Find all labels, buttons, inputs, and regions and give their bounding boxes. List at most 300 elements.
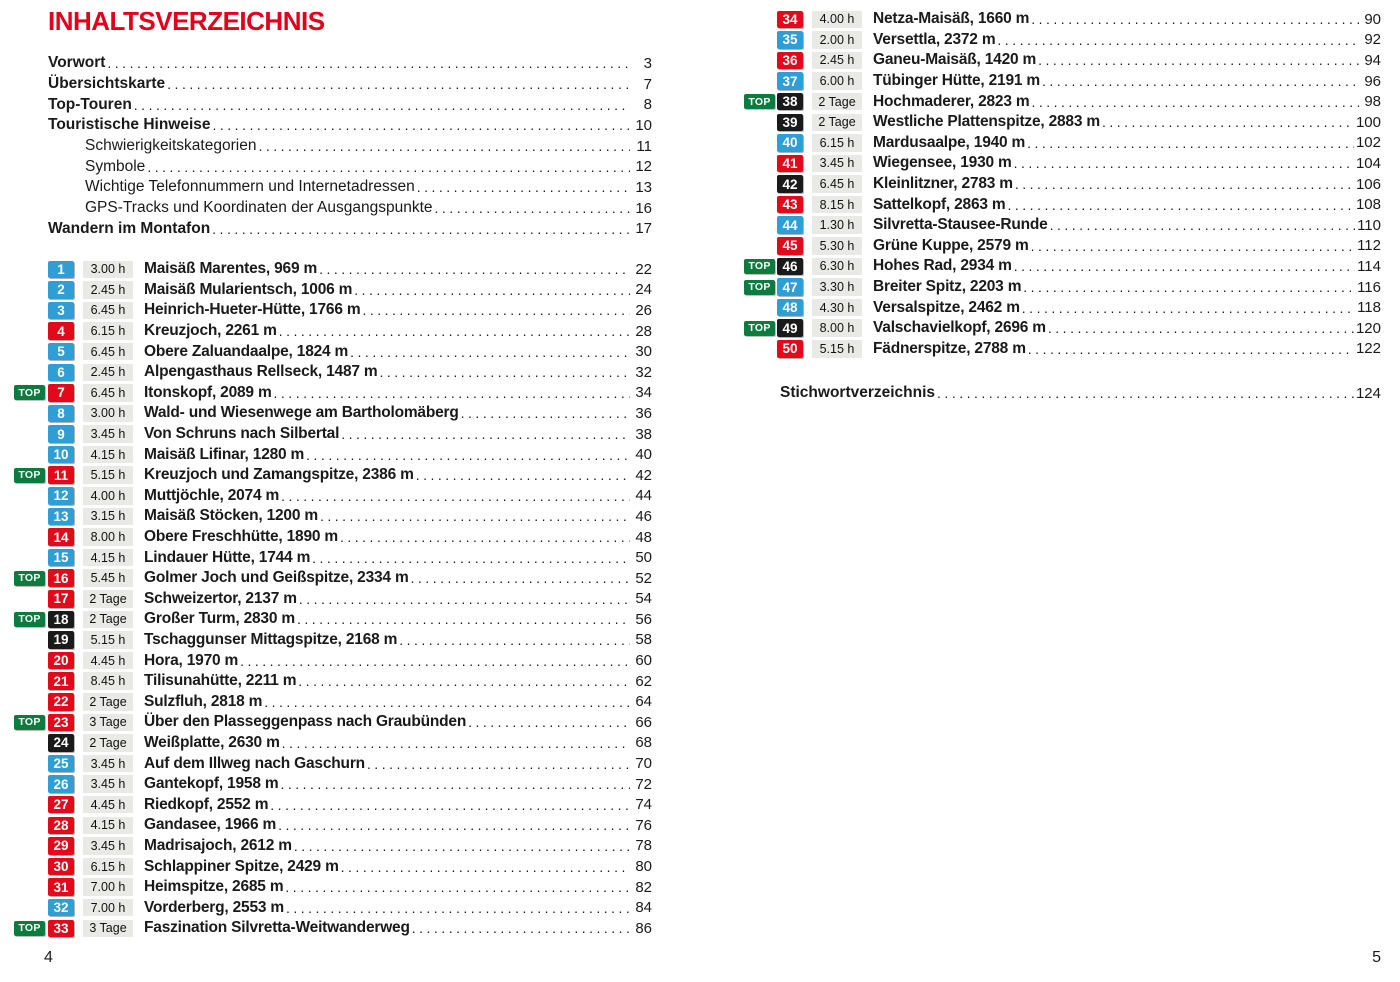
- front-matter-label: GPS-Tracks und Koordinaten der Ausgangspunkte: [85, 199, 433, 217]
- tour-row: [744, 277, 1381, 298]
- top-badge-slot: [14, 303, 48, 318]
- dot-leader: [306, 447, 630, 463]
- tour-page: 82: [635, 878, 652, 896]
- top-badge-slot: [14, 509, 48, 524]
- tour-page: 106: [1355, 175, 1381, 193]
- tour-number-badge: 15: [48, 549, 74, 567]
- top-badge-slot: [14, 735, 48, 750]
- top-badge-slot: [14, 921, 48, 936]
- tour-row: [14, 383, 652, 404]
- dot-leader: [1031, 238, 1356, 254]
- tour-row: [14, 424, 652, 445]
- tour-duration: 5.45 h: [83, 569, 133, 587]
- top-badge-slot: [744, 300, 777, 315]
- tour-row: [14, 486, 652, 507]
- top-badge: TOP: [744, 94, 775, 109]
- dot-leader: [1050, 217, 1356, 233]
- tour-row: [744, 112, 1381, 133]
- tour-row: [14, 671, 652, 692]
- dot-leader: [1102, 114, 1354, 130]
- tour-row: [744, 91, 1381, 112]
- tour-title: Maisäß Stöcken, 1200 m: [144, 507, 318, 525]
- tour-title: Alpengasthaus Rellseck, 1487 m: [144, 363, 378, 381]
- tour-title: Obere Freschhütte, 1890 m: [144, 528, 338, 546]
- tour-duration: 5.30 h: [812, 237, 862, 255]
- page-number-left: 4: [44, 949, 53, 966]
- tour-number-badge: 14: [48, 528, 74, 546]
- tour-duration: 6.15 h: [812, 134, 862, 152]
- top-badge-slot: [14, 385, 48, 400]
- front-matter-page: 7: [643, 75, 652, 93]
- dot-leader: [294, 838, 630, 854]
- tour-number-badge: 23: [48, 714, 74, 732]
- tour-page: 84: [635, 899, 652, 917]
- top-badge-slot: [744, 115, 777, 130]
- tour-number-badge: 43: [777, 196, 803, 214]
- tour-number-badge: 34: [777, 11, 803, 29]
- front-matter-page: 13: [635, 178, 652, 196]
- tour-page: 28: [635, 322, 652, 340]
- tour-title: Westliche Plattenspitze, 2883 m: [873, 113, 1100, 131]
- front-matter-row: [48, 53, 652, 74]
- top-badge-slot: [744, 32, 777, 47]
- top-badge-slot: [14, 797, 48, 812]
- tour-title: Muttjöchle, 2074 m: [144, 486, 280, 504]
- index-entry-label: Stichwortverzeichnis: [780, 384, 936, 402]
- tour-page: 112: [1357, 237, 1381, 255]
- tour-number-badge: 39: [777, 114, 803, 132]
- tour-duration: 2.45 h: [83, 281, 133, 299]
- tour-number-badge: 35: [777, 31, 803, 49]
- tour-duration: 2 Tage: [812, 114, 862, 132]
- top-badge-slot: [744, 74, 777, 89]
- dot-leader: [354, 282, 630, 298]
- tour-duration: 2.45 h: [812, 52, 862, 70]
- dot-leader: [416, 467, 630, 483]
- page-number-right: 5: [1372, 949, 1381, 966]
- dot-leader: [258, 138, 630, 154]
- tour-row: [14, 589, 652, 610]
- front-matter-label: Touristische Hinweise: [48, 116, 211, 134]
- top-badge-slot: [744, 135, 777, 150]
- tour-number-badge: 20: [48, 652, 74, 670]
- tour-page: 52: [635, 569, 652, 587]
- tour-page: 58: [635, 631, 652, 649]
- top-badge-slot: [14, 900, 48, 915]
- tour-title: Fädnerspitze, 2788 m: [873, 339, 1026, 357]
- top-badge-slot: [14, 653, 48, 668]
- tour-duration: 4.15 h: [83, 549, 133, 567]
- tour-number-badge: 8: [48, 405, 74, 423]
- top-badge-slot: [14, 282, 48, 297]
- tour-page: 108: [1355, 196, 1381, 214]
- page-title: INHALTSVERZEICHNIS: [48, 6, 325, 36]
- tour-page: 122: [1355, 340, 1381, 358]
- tour-duration: 4.15 h: [83, 817, 133, 835]
- top-badge-slot: [14, 365, 48, 380]
- top-badge-slot: [744, 321, 777, 336]
- dot-leader: [279, 323, 630, 339]
- tour-title: Sulzfluh, 2818 m: [144, 692, 263, 710]
- tour-row: [744, 9, 1381, 30]
- tour-duration: 2 Tage: [83, 734, 133, 752]
- dot-leader: [286, 900, 630, 916]
- tour-page: 86: [635, 919, 652, 937]
- tour-title: Schweizertor, 2137 m: [144, 589, 297, 607]
- tour-row: [14, 753, 652, 774]
- dot-leader: [997, 32, 1359, 48]
- top-badge-slot: [14, 324, 48, 339]
- top-badge-slot: [14, 468, 48, 483]
- dot-leader: [937, 385, 1354, 401]
- tour-duration: 2 Tage: [83, 693, 133, 711]
- tour-number-badge: 26: [48, 775, 74, 793]
- dot-leader: [1014, 258, 1355, 274]
- tour-row: [14, 341, 652, 362]
- tour-duration: 1.30 h: [812, 216, 862, 234]
- tour-title: Maisäß Marentes, 969 m: [144, 260, 318, 278]
- tour-row: [14, 836, 652, 857]
- tour-page: 76: [635, 816, 652, 834]
- tour-number-badge: 19: [48, 631, 74, 649]
- tour-number-badge: 4: [48, 322, 74, 340]
- dot-leader: [298, 673, 630, 689]
- tour-duration: 5.15 h: [83, 466, 133, 484]
- tour-duration: 6.15 h: [83, 858, 133, 876]
- tour-duration: 6.45 h: [83, 343, 133, 361]
- tour-row: [14, 794, 652, 815]
- tour-page: 120: [1355, 319, 1381, 337]
- tour-page: 54: [635, 590, 652, 608]
- tour-duration: 6.15 h: [83, 322, 133, 340]
- tour-row: [14, 897, 652, 918]
- top-badge-slot: [744, 238, 777, 253]
- tour-page: 34: [635, 384, 652, 402]
- tour-number-badge: 25: [48, 755, 74, 773]
- tour-title: Hora, 1970 m: [144, 651, 239, 669]
- top-badge-slot: [744, 218, 777, 233]
- tour-title: Wald- und Wiesenwege am Bartholomäberg: [144, 404, 459, 422]
- front-matter-row: [48, 177, 652, 198]
- top-badge: TOP: [14, 468, 45, 483]
- tour-duration: 6.00 h: [812, 72, 862, 90]
- tour-row: [14, 712, 652, 733]
- tour-duration: 2.00 h: [812, 31, 862, 49]
- tour-row: [14, 547, 652, 568]
- tour-row: [14, 733, 652, 754]
- dot-leader: [320, 508, 630, 524]
- tour-number-badge: 5: [48, 343, 74, 361]
- tour-title: Maisäß Mularientsch, 1006 m: [144, 280, 353, 298]
- tour-title: Grüne Kuppe, 2579 m: [873, 236, 1029, 254]
- tour-page: 40: [635, 446, 652, 464]
- top-badge-slot: [744, 177, 777, 192]
- tour-page: 78: [635, 837, 652, 855]
- dot-leader: [240, 653, 630, 669]
- tour-number-badge: 17: [48, 590, 74, 608]
- tour-number-badge: 44: [777, 216, 803, 234]
- tour-title: Weißplatte, 2630 m: [144, 733, 280, 751]
- tour-page: 26: [635, 301, 652, 319]
- dot-leader: [340, 529, 630, 545]
- tour-page: 66: [635, 713, 652, 731]
- dot-leader: [213, 117, 630, 133]
- tour-row: [14, 465, 652, 486]
- tour-page: 36: [635, 404, 652, 422]
- dot-leader: [412, 920, 630, 936]
- tour-duration: 3 Tage: [83, 920, 133, 938]
- front-matter-row: [48, 94, 652, 115]
- top-badge-slot: [744, 94, 777, 109]
- top-badge-slot: [14, 262, 48, 277]
- front-matter-page: 16: [635, 199, 652, 217]
- tour-duration: 3.00 h: [83, 261, 133, 279]
- tour-duration: 3.45 h: [83, 775, 133, 793]
- tour-row: [14, 918, 652, 939]
- tour-page: 74: [635, 796, 652, 814]
- tour-page: 22: [635, 260, 652, 278]
- tour-title: Madrisajoch, 2612 m: [144, 836, 292, 854]
- tour-page: 104: [1355, 154, 1381, 172]
- tour-duration: 3.30 h: [812, 278, 862, 296]
- top-badge-slot: [14, 715, 48, 730]
- tour-row: [14, 691, 652, 712]
- tour-number-badge: 6: [48, 364, 74, 382]
- tour-title: Tschaggunser Mittagspitze, 2168 m: [144, 630, 398, 648]
- tour-title: Mardusaalpe, 1940 m: [873, 133, 1026, 151]
- tour-row: [14, 856, 652, 877]
- tour-row: [744, 30, 1381, 51]
- tour-number-badge: 22: [48, 693, 74, 711]
- front-matter-page: 12: [635, 158, 652, 176]
- front-matter-row: [48, 115, 652, 136]
- tour-page: 70: [635, 755, 652, 773]
- dot-leader: [167, 76, 630, 92]
- tour-row: [14, 506, 652, 527]
- dot-leader: [380, 364, 630, 380]
- tour-page: 94: [1364, 51, 1381, 69]
- tour-title: Ganeu-Maisäß, 1420 m: [873, 51, 1037, 69]
- dot-leader: [1042, 73, 1359, 89]
- tour-page: 80: [635, 858, 652, 876]
- tour-title: Netza-Maisäß, 1660 m: [873, 10, 1030, 28]
- tour-duration: 4.15 h: [83, 446, 133, 464]
- tour-duration: 4.00 h: [812, 11, 862, 29]
- top-badge-slot: [14, 838, 48, 853]
- dot-leader: [341, 859, 630, 875]
- top-badge-slot: [14, 880, 48, 895]
- tour-row: [744, 236, 1381, 257]
- dot-leader: [435, 200, 630, 216]
- tour-number-badge: 38: [777, 93, 803, 111]
- tour-number-badge: 9: [48, 425, 74, 443]
- tour-duration: 2 Tage: [83, 611, 133, 629]
- tour-row: [14, 774, 652, 795]
- dot-leader: [319, 261, 630, 277]
- front-matter-label: Top-Touren: [48, 95, 132, 113]
- tour-row: [14, 403, 652, 424]
- index-entry-row: [780, 383, 1381, 404]
- dot-leader: [468, 714, 630, 730]
- top-badge-slot: [14, 591, 48, 606]
- dot-leader: [274, 385, 630, 401]
- dot-leader: [281, 488, 630, 504]
- tour-duration: 3 Tage: [83, 714, 133, 732]
- tour-number-badge: 41: [777, 155, 803, 173]
- dot-leader: [107, 55, 630, 71]
- dot-leader: [299, 591, 630, 607]
- tour-page: 38: [635, 425, 652, 443]
- tour-number-badge: 1: [48, 261, 74, 279]
- tour-title: Kleinlitzner, 2783 m: [873, 175, 1013, 193]
- tour-duration: 3.45 h: [812, 155, 862, 173]
- top-badge-slot: [744, 12, 777, 27]
- tour-page: 32: [635, 363, 652, 381]
- tour-row: [14, 362, 652, 383]
- tour-duration: 6.45 h: [83, 384, 133, 402]
- tour-number-badge: 11: [48, 466, 74, 484]
- dot-leader: [282, 735, 630, 751]
- tour-list-left: [14, 259, 652, 939]
- tour-number-badge: 50: [777, 340, 803, 358]
- tour-title: Über den Plasseggenpass nach Graubünden: [144, 713, 467, 731]
- tour-title: Wiegensee, 1930 m: [873, 154, 1012, 172]
- top-badge-slot: [744, 156, 777, 171]
- tour-row: [14, 444, 652, 465]
- dot-leader: [1015, 176, 1354, 192]
- tour-title: Breiter Spitz, 2203 m: [873, 278, 1022, 296]
- front-matter-row: [48, 156, 652, 177]
- tour-duration: 4.45 h: [83, 796, 133, 814]
- tour-page: 64: [635, 693, 652, 711]
- tour-page: 24: [635, 281, 652, 299]
- dot-leader: [1048, 320, 1354, 336]
- tour-page: 68: [635, 734, 652, 752]
- tour-row: [14, 259, 652, 280]
- tour-list-right: [744, 9, 1381, 359]
- dot-leader: [270, 797, 630, 813]
- top-badge-slot: [744, 280, 777, 295]
- tour-row: [14, 568, 652, 589]
- tour-title: Großer Turm, 2830 m: [144, 610, 295, 628]
- tour-number-badge: 16: [48, 569, 74, 587]
- top-badge-slot: [744, 259, 777, 274]
- top-badge: TOP: [14, 385, 45, 400]
- top-badge-slot: [744, 197, 777, 212]
- tour-number-badge: 47: [777, 278, 803, 296]
- tour-duration: 6.45 h: [83, 302, 133, 320]
- tour-number-badge: 33: [48, 920, 74, 938]
- dot-leader: [1022, 300, 1355, 316]
- index-entry-page: 124: [1355, 384, 1381, 402]
- top-badge: TOP: [744, 259, 775, 274]
- tour-duration: 3.15 h: [83, 508, 133, 526]
- tour-duration: 8.45 h: [83, 672, 133, 690]
- tour-number-badge: 37: [777, 72, 803, 90]
- front-matter-row: [48, 219, 652, 240]
- tour-duration: 8.15 h: [812, 196, 862, 214]
- top-badge-slot: [14, 571, 48, 586]
- dot-leader: [1014, 155, 1354, 171]
- front-matter-page: 11: [636, 137, 652, 155]
- dot-leader: [134, 97, 630, 113]
- top-badge: TOP: [14, 715, 45, 730]
- tour-title: Gantekopf, 1958 m: [144, 775, 279, 793]
- dot-leader: [362, 302, 630, 318]
- tour-row: [14, 609, 652, 630]
- top-badge-slot: [14, 777, 48, 792]
- dot-leader: [280, 776, 630, 792]
- dot-leader: [212, 221, 630, 237]
- tour-title: Lindauer Hütte, 1744 m: [144, 548, 311, 566]
- tour-title: Von Schruns nach Silbertal: [144, 425, 340, 443]
- tour-duration: 8.00 h: [812, 319, 862, 337]
- top-badge-slot: [14, 612, 48, 627]
- tour-row: [744, 256, 1381, 277]
- tour-duration: 3.00 h: [83, 405, 133, 423]
- front-matter-label: Wandern im Montafon: [48, 219, 211, 237]
- tour-number-badge: 32: [48, 899, 74, 917]
- tour-page: 48: [635, 528, 652, 546]
- tour-title: Maisäß Lifinar, 1280 m: [144, 445, 305, 463]
- tour-title: Auf dem Illweg nach Gaschurn: [144, 754, 365, 772]
- tour-page: 92: [1364, 31, 1381, 49]
- tour-number-badge: 45: [777, 237, 803, 255]
- top-badge-slot: [14, 447, 48, 462]
- front-matter-label: Schwierigkeitskategorien: [85, 137, 257, 155]
- dot-leader: [350, 344, 630, 360]
- front-matter-label: Symbole: [85, 157, 146, 175]
- tour-title: Hohes Rad, 2934 m: [873, 257, 1012, 275]
- tour-title: Gandasee, 1966 m: [144, 816, 277, 834]
- tour-page: 116: [1357, 278, 1381, 296]
- tour-row: [744, 339, 1381, 360]
- tour-duration: 5.15 h: [83, 631, 133, 649]
- tour-number-badge: 48: [777, 299, 803, 317]
- tour-title: Kreuzjoch, 2261 m: [144, 322, 277, 340]
- tour-duration: 8.00 h: [83, 528, 133, 546]
- tour-duration: 6.45 h: [812, 175, 862, 193]
- tour-duration: 3.45 h: [83, 837, 133, 855]
- tour-duration: 3.45 h: [83, 755, 133, 773]
- tour-title: Riedkopf, 2552 m: [144, 795, 269, 813]
- top-badge-slot: [744, 53, 777, 68]
- tour-row: [744, 297, 1381, 318]
- dot-leader: [278, 817, 630, 833]
- dot-leader: [1023, 279, 1355, 295]
- tour-title: Itonskopf, 2089 m: [144, 383, 272, 401]
- dot-leader: [1008, 197, 1354, 213]
- tour-number-badge: 12: [48, 487, 74, 505]
- tour-page: 42: [635, 466, 652, 484]
- front-matter-list: [48, 53, 652, 239]
- tour-title: Heimspitze, 2685 m: [144, 878, 284, 896]
- tour-number-badge: 21: [48, 672, 74, 690]
- front-matter-page: 3: [643, 54, 652, 72]
- front-matter-page: 17: [635, 220, 652, 238]
- tour-duration: 7.00 h: [83, 899, 133, 917]
- tour-number-badge: 46: [777, 258, 803, 276]
- tour-page: 72: [635, 775, 652, 793]
- front-matter-label: Übersichtskarte: [48, 75, 166, 93]
- top-badge-slot: [14, 427, 48, 442]
- tour-title: Golmer Joch und Geißspitze, 2334 m: [144, 569, 409, 587]
- tour-row: [744, 215, 1381, 236]
- dot-leader: [147, 159, 630, 175]
- tour-number-badge: 30: [48, 858, 74, 876]
- tour-page: 110: [1357, 216, 1381, 234]
- tour-title: Versettla, 2372 m: [873, 30, 996, 48]
